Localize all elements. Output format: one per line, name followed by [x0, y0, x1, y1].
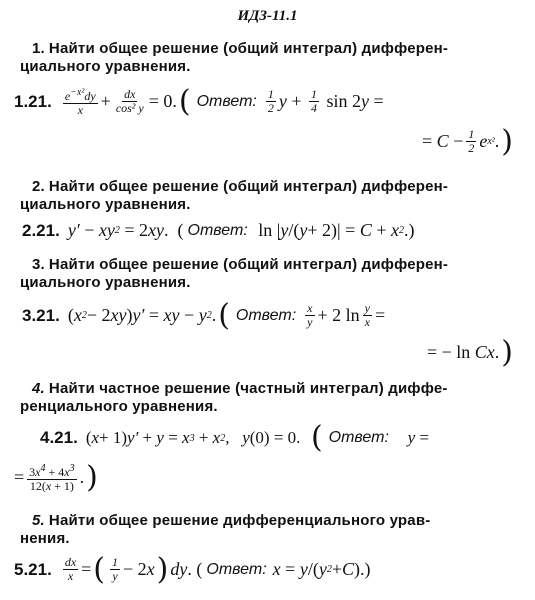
fraction: $\frac{1}{2}$	[468, 127, 475, 155]
task-number: 1.	[32, 40, 45, 57]
equation-label: 1.21.	[14, 91, 52, 111]
equation-label: 3.21.	[22, 305, 60, 325]
task-number: 5.	[32, 512, 45, 529]
task-number: 2.	[32, 178, 45, 195]
fraction: $\frac{dx}{x}$	[64, 555, 77, 583]
task-line-1: Найти общее решение (общий интеграл) дифферен-	[48, 178, 449, 195]
task-5-text	[20, 512, 515, 548]
fraction: $\frac{y}{x}$	[364, 301, 370, 329]
equation-label: 5.21.	[14, 559, 52, 579]
task-line-1: Найти общее решение дифференциального урав-	[48, 512, 431, 529]
task-line-2: циального уравнения.	[20, 196, 191, 213]
equation-label: 4.21.	[40, 428, 78, 447]
answer-word: Ответ:	[328, 429, 389, 446]
equation-1-continuation: = C − $\frac{1}{2}$ e x² . )	[422, 123, 513, 159]
equation-1: 1.21. $\frac{e^{-x^2}dy}{x}$ + $\frac{dx}{\text{cos² y}}$ = 0. ( Ответ: $\frac{1}{2}$ y + $\frac{1}{4}$ sin 2 y =	[14, 83, 384, 119]
equation-2: 2.21. y′ − xy 2 = 2 xy . ( Ответ: ln | y /( y + 2)| = C + x 2 .)	[22, 220, 415, 240]
equation-4: 4.21. ( x + 1) y′ + y = x 3 + x 2 , y (0) = 0. ( Ответ: y =	[40, 420, 430, 455]
task-2-text	[20, 178, 515, 214]
equation-3: 3.21. ( x 2 − 2 xy ) y′ = xy − y 2 . ( Ответ: $\frac{x}{y}$ + 2 ln $\frac{y}{x}$ =	[22, 297, 386, 333]
fraction: $\frac{dx}{\text{cos² y}}$	[115, 87, 144, 115]
answer-word: Ответ:	[235, 306, 297, 324]
task-line-1: Найти частное решение (частный интеграл) диффе-	[48, 380, 448, 397]
task-line-1: Найти общее решение (общий интеграл) дифферен-	[48, 40, 449, 57]
task-1-text	[20, 40, 515, 76]
task-line-2: нения.	[20, 530, 70, 547]
task-3-text	[20, 256, 515, 292]
answer-word: Ответ:	[187, 221, 248, 239]
task-4-text	[20, 380, 515, 416]
task-line-2: ренциального уравнения.	[20, 398, 218, 415]
task-line-1: Найти общее решение (общий интеграл) дифферен-	[48, 256, 449, 273]
fraction: $\frac{1}{2}$	[267, 87, 274, 115]
task-number: 4.	[32, 380, 45, 397]
task-line-2: циального уравнения.	[20, 274, 191, 291]
fraction: $\frac{3x^4 + 4x^3}{12(x + 1)}$	[29, 463, 75, 493]
answer-word: Ответ:	[196, 92, 257, 110]
answer-word: Ответ:	[206, 560, 267, 578]
task-line-2: циального уравнения.	[20, 58, 191, 75]
page-title: ИДЗ-11.1	[237, 8, 298, 24]
equation-4-continuation: = $\frac{3x^4 + 4x^3}{12(x + 1)}$ . )	[14, 459, 98, 495]
fraction: $\frac{1}{y}$	[112, 555, 119, 583]
equation-5: 5.21. $\frac{dx}{x}$ = ( $\frac{1}{y}$ − 2 x ) dy . ( Ответ: x = y /( y 2 + C ).)	[14, 551, 371, 587]
fraction: $\frac{1}{4}$	[311, 87, 318, 115]
equation-3-continuation: = − ln Cx . )	[426, 334, 513, 370]
task-number: 3.	[32, 256, 45, 273]
equation-label: 2.21.	[22, 220, 60, 240]
fraction: $\frac{e^{-x^2}dy}{x}$	[64, 87, 96, 117]
fraction: $\frac{x}{y}$	[307, 301, 313, 329]
